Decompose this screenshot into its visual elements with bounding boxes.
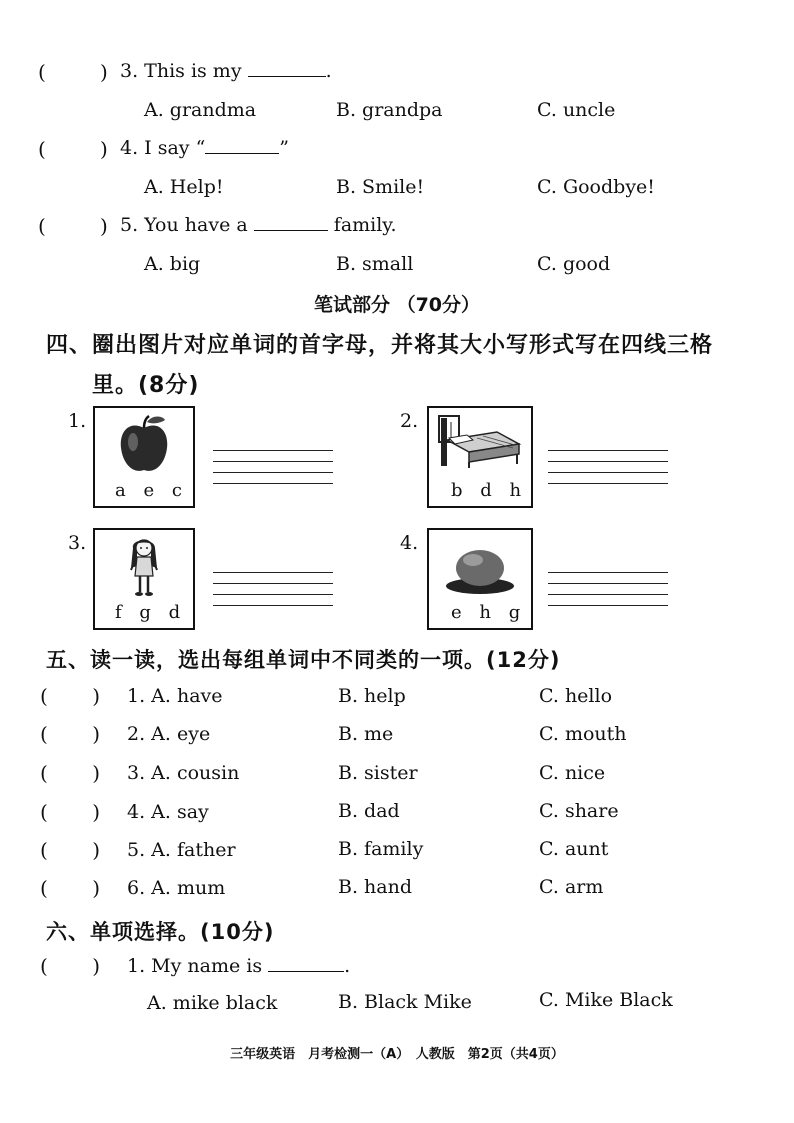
question-stem: 4. I say “ ” bbox=[120, 137, 289, 159]
letter-choices[interactable]: b d h bbox=[451, 480, 528, 501]
section4-title: 四、圈出图片对应单词的首字母，并将其大小写形式写在四线三格 bbox=[46, 333, 714, 358]
option-a: 5. A. father bbox=[127, 839, 236, 861]
option-a: A. grandma bbox=[144, 99, 257, 121]
answer-paren[interactable]: ( ) bbox=[40, 684, 101, 708]
option-c: C. Goodbye! bbox=[537, 176, 655, 198]
answer-paren[interactable]: ( ) bbox=[40, 954, 101, 978]
fill-blank[interactable] bbox=[268, 956, 344, 972]
section5-title: 五、读一读，选出每组单词中不同类的一项。(12分) bbox=[46, 648, 561, 672]
option-b: B. sister bbox=[338, 762, 418, 784]
answer-paren-open: ( bbox=[38, 60, 46, 84]
option-a: 2. A. eye bbox=[127, 723, 211, 745]
option-a: 4. A. say bbox=[127, 801, 209, 823]
item-number: 1. bbox=[68, 410, 87, 432]
question-stem: 5. You have a family. bbox=[120, 214, 397, 236]
picture-box bbox=[427, 528, 533, 630]
option-c: C. share bbox=[539, 800, 619, 822]
fill-blank[interactable] bbox=[205, 138, 279, 154]
answer-paren-close: ) bbox=[100, 214, 108, 238]
four-line-grid[interactable] bbox=[548, 572, 668, 616]
option-b: B. grandpa bbox=[336, 99, 443, 121]
item-number: 3. bbox=[68, 532, 87, 554]
girl-icon bbox=[125, 534, 163, 598]
option-a: A. mike black bbox=[147, 992, 278, 1014]
option-c: C. mouth bbox=[539, 723, 627, 745]
question-stem: 3. This is my . bbox=[120, 60, 332, 82]
option-b: B. Smile! bbox=[336, 176, 425, 198]
four-line-grid[interactable] bbox=[213, 572, 333, 616]
option-c: C. nice bbox=[539, 762, 606, 784]
four-line-grid[interactable] bbox=[213, 450, 333, 494]
letter-choices[interactable]: f g d bbox=[115, 602, 187, 623]
answer-paren-close: ) bbox=[100, 137, 108, 161]
option-a: A. Help! bbox=[144, 176, 224, 198]
bed-icon bbox=[437, 414, 523, 470]
answer-paren-open: ( bbox=[38, 214, 46, 238]
option-c: C. hello bbox=[539, 685, 613, 707]
option-a: 3. A. cousin bbox=[127, 762, 240, 784]
section4-title-cont: 里。(8分) bbox=[92, 373, 200, 398]
answer-paren[interactable]: ( ) bbox=[40, 761, 101, 785]
fill-blank[interactable] bbox=[248, 61, 326, 77]
option-b: B. Black Mike bbox=[338, 991, 472, 1013]
picture-box bbox=[427, 406, 533, 508]
option-c: C. aunt bbox=[539, 838, 609, 860]
option-b: B. small bbox=[336, 253, 414, 275]
egg-icon bbox=[443, 542, 517, 594]
letter-choices[interactable]: a e c bbox=[115, 480, 188, 501]
option-c: C. arm bbox=[539, 876, 604, 898]
four-line-grid[interactable] bbox=[548, 450, 668, 494]
option-b: B. me bbox=[338, 723, 394, 745]
question-stem: 1. My name is . bbox=[127, 955, 351, 977]
answer-paren[interactable]: ( ) bbox=[40, 876, 101, 900]
answer-paren-close: ) bbox=[100, 60, 108, 84]
picture-box bbox=[93, 528, 195, 630]
fill-blank[interactable] bbox=[254, 215, 328, 231]
option-a: A. big bbox=[144, 253, 201, 275]
option-c: C. uncle bbox=[537, 99, 616, 121]
answer-paren[interactable]: ( ) bbox=[40, 722, 101, 746]
option-b: B. dad bbox=[338, 800, 400, 822]
answer-paren-open: ( bbox=[38, 137, 46, 161]
apple-icon bbox=[117, 414, 171, 476]
option-a: 1. A. have bbox=[127, 685, 223, 707]
picture-box bbox=[93, 406, 195, 508]
answer-paren[interactable]: ( ) bbox=[40, 838, 101, 862]
option-b: B. hand bbox=[338, 876, 413, 898]
page-footer: 三年级英语 月考检测一（A） 人教版 第2页（共4页） bbox=[230, 1047, 564, 1062]
option-b: B. help bbox=[338, 685, 406, 707]
letter-choices[interactable]: e h g bbox=[451, 602, 527, 623]
item-number: 2. bbox=[400, 410, 419, 432]
option-b: B. family bbox=[338, 838, 424, 860]
option-a: 6. A. mum bbox=[127, 877, 226, 899]
item-number: 4. bbox=[400, 532, 419, 554]
option-c: C. good bbox=[537, 253, 611, 275]
section6-title: 六、单项选择。(10分) bbox=[46, 920, 275, 944]
written-part-heading: 笔试部分 （70分） bbox=[313, 294, 481, 316]
option-c: C. Mike Black bbox=[539, 989, 673, 1011]
answer-paren[interactable]: ( ) bbox=[40, 800, 101, 824]
